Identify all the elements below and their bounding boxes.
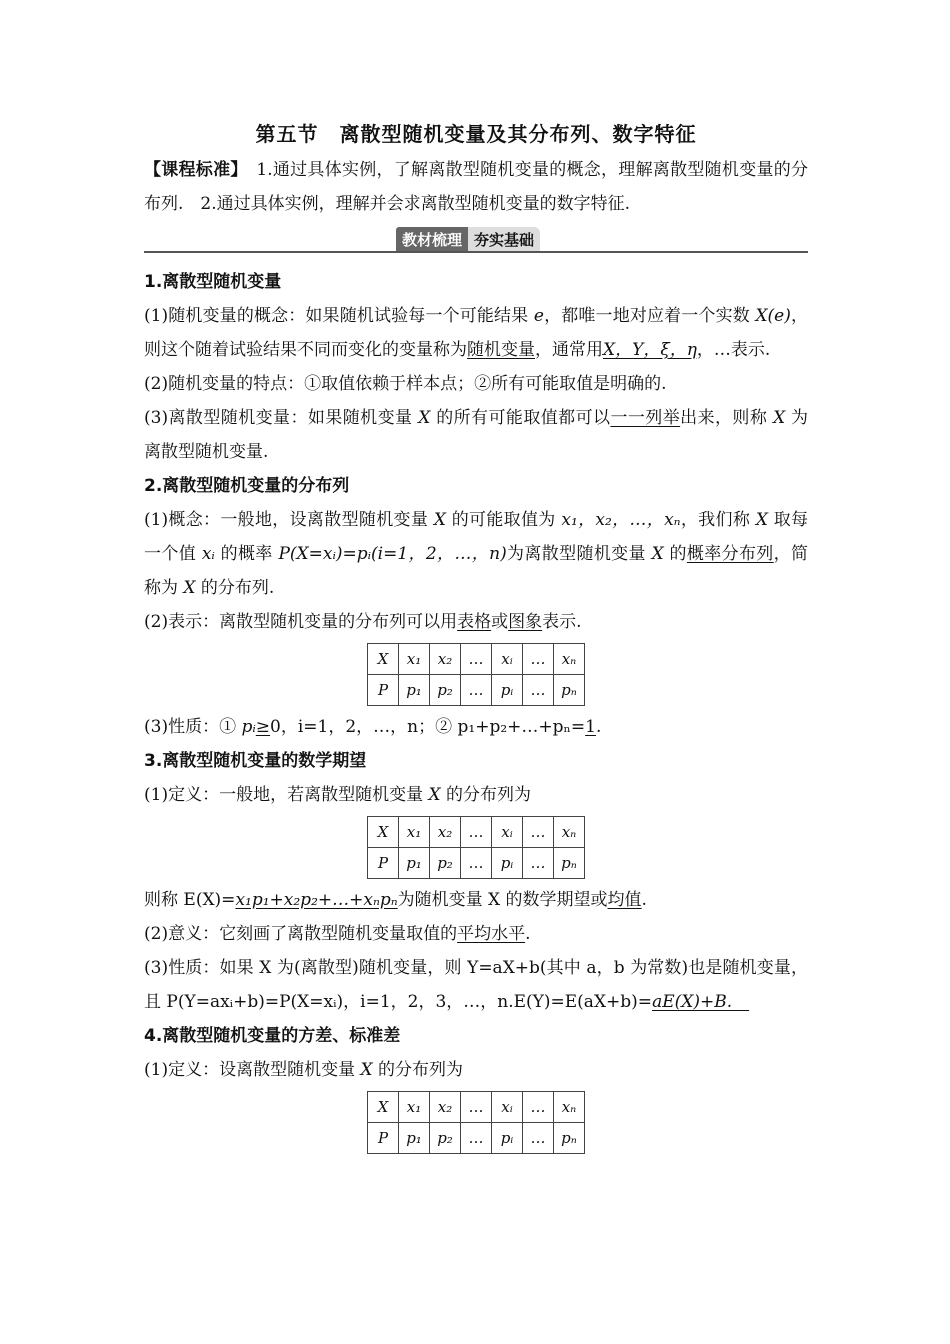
table-cell: P bbox=[368, 848, 399, 879]
s2-p1u: 概率分布列 bbox=[686, 544, 774, 564]
table-cell: X bbox=[368, 644, 399, 675]
table-cell: X bbox=[368, 1092, 399, 1123]
s4-p1a: (1)定义：设离散型随机变量 bbox=[144, 1060, 361, 1080]
s1-p3 bbox=[144, 401, 808, 469]
s3-p2 bbox=[144, 883, 808, 917]
s2-p1d: 取每一个值 bbox=[144, 510, 809, 564]
s2-p2c: 表示. bbox=[542, 612, 582, 632]
s3-p2a: 则称 E(X)= bbox=[144, 890, 236, 910]
s1-p1b: ，都唯一地对应着一个实数 bbox=[543, 306, 756, 326]
table-cell: xₙ bbox=[554, 644, 585, 675]
table-cell: … bbox=[523, 675, 554, 706]
s3-p1x: X bbox=[428, 785, 441, 805]
s3-p3b: . bbox=[525, 924, 531, 944]
table-cell: xᵢ bbox=[492, 817, 523, 848]
s2-p1formula: P(X=xᵢ)=pᵢ(i=1，2，…，n) bbox=[278, 544, 507, 564]
s2-p1vals: x₁，x₂，…，xₙ bbox=[561, 510, 681, 530]
table-cell: … bbox=[523, 1092, 554, 1123]
table-cell: p₂ bbox=[430, 848, 461, 879]
table-cell: … bbox=[461, 1092, 492, 1123]
table-cell: … bbox=[461, 675, 492, 706]
table-cell: xᵢ bbox=[492, 644, 523, 675]
s1-p1 bbox=[144, 299, 808, 367]
s3-p4a: (3)性质：如果 X 为(离散型)随机变量，则 Y=aX+b(其中 a，b 为常数)也是随机变量，且 P(Y=axᵢ+b)=P(X=xᵢ)，i=1，2，3，…，n.E(Y)=E(aX+b)= bbox=[144, 958, 808, 1012]
table-cell: … bbox=[461, 848, 492, 879]
distribution-table-1 bbox=[367, 643, 585, 706]
s3-heading: 3.离散型随机变量的数学期望 bbox=[144, 751, 367, 771]
table-cell: x₂ bbox=[430, 1092, 461, 1123]
s1-p2: (2)随机变量的特点：①取值依赖于样本点；②所有可能取值是明确的. bbox=[144, 374, 667, 394]
s2-p1e: 的概率 bbox=[214, 544, 279, 564]
s3-p4u: aE(X)+B. bbox=[652, 992, 750, 1012]
s3-p3u: 平均水平 bbox=[457, 924, 526, 944]
s2-p2u1: 表格 bbox=[457, 612, 492, 632]
s1-p1x: X(e) bbox=[755, 306, 791, 326]
s2-p1xi: xᵢ bbox=[201, 544, 215, 564]
s3-p2u2: 均值 bbox=[607, 890, 642, 910]
s1-p3u: 一一列举 bbox=[610, 408, 681, 428]
s3-p3 bbox=[144, 917, 808, 951]
table-cell: X bbox=[368, 817, 399, 848]
s2-p1x3: X bbox=[651, 544, 664, 564]
s3-p4 bbox=[144, 951, 808, 1019]
s2-p1x2: X bbox=[755, 510, 768, 530]
table-cell: … bbox=[461, 817, 492, 848]
s1-p3a: (3)离散型随机变量：如果随机变量 bbox=[144, 408, 419, 428]
table-cell: x₂ bbox=[430, 817, 461, 848]
s2-p2u2: 图象 bbox=[508, 612, 543, 632]
table-cell: pₙ bbox=[554, 848, 585, 879]
s2-p3c: 0，i=1，2，…，n；② p₁+p₂+…+pₙ= bbox=[270, 717, 586, 737]
s4-p1 bbox=[144, 1053, 808, 1087]
table-cell: … bbox=[523, 644, 554, 675]
table-cell: … bbox=[523, 817, 554, 848]
s1-p1u: 随机变量 bbox=[467, 340, 535, 360]
table-row bbox=[368, 675, 585, 706]
table-cell: P bbox=[368, 675, 399, 706]
s2-p1h: ，简称为 bbox=[144, 544, 809, 598]
s1-p1d: ，通常用 bbox=[535, 340, 603, 360]
s2-p1g: 的 bbox=[663, 544, 687, 564]
table-cell: pₙ bbox=[554, 675, 585, 706]
table-row bbox=[368, 1092, 585, 1123]
table-row bbox=[368, 817, 585, 848]
table-row bbox=[368, 644, 585, 675]
distribution-table-2 bbox=[367, 816, 585, 879]
table-cell: xₙ bbox=[554, 817, 585, 848]
s1-p3b: 的所有可能取值都可以 bbox=[430, 408, 611, 428]
s4-p1x: X bbox=[360, 1060, 373, 1080]
s3-p1b: 的分布列为 bbox=[440, 785, 531, 805]
course-standard bbox=[144, 153, 808, 221]
s2-p2b: 或 bbox=[491, 612, 509, 632]
document-page bbox=[144, 118, 808, 1158]
s2-p3a: (3)性质：① bbox=[144, 717, 242, 737]
distribution-table-3 bbox=[367, 1091, 585, 1154]
table-cell: … bbox=[461, 1123, 492, 1154]
table-cell: P bbox=[368, 1123, 399, 1154]
s2-p1f: 为离散型随机变量 bbox=[506, 544, 652, 564]
s1-p3c: 出来，则称 bbox=[680, 408, 774, 428]
table-row bbox=[368, 848, 585, 879]
standard-text: 1.通过具体实例，了解离散型随机变量的概念，理解离散型随机变量的分布列. 2.通过具体实例，理解并会求离散型随机变量的数字特征. bbox=[144, 160, 809, 214]
s2-p2 bbox=[144, 605, 808, 639]
s2-p1x4: X bbox=[183, 578, 196, 598]
section-banner bbox=[144, 225, 808, 259]
table-cell: pᵢ bbox=[492, 848, 523, 879]
table-cell: x₁ bbox=[399, 1092, 430, 1123]
s2-heading: 2.离散型随机变量的分布列 bbox=[144, 476, 350, 496]
s3-p3a: (2)意义：它刻画了离散型随机变量取值的 bbox=[144, 924, 458, 944]
table-cell: … bbox=[523, 1123, 554, 1154]
s3-p1a: (1)定义：一般地，若离散型随机变量 bbox=[144, 785, 429, 805]
s2-p3u2: 1 bbox=[585, 717, 596, 737]
table-cell: x₁ bbox=[399, 644, 430, 675]
table-cell: xₙ bbox=[554, 1092, 585, 1123]
table-cell: p₁ bbox=[399, 675, 430, 706]
table-cell: p₂ bbox=[430, 1123, 461, 1154]
s1-p1e: e bbox=[533, 306, 544, 326]
banner-tag bbox=[396, 227, 540, 251]
s3-p2c: . bbox=[641, 890, 647, 910]
s2-p3d: . bbox=[595, 717, 602, 737]
s2-p1a: (1)概念：一般地，设离散型随机变量 bbox=[144, 510, 434, 530]
s2-p3u1: ≥ bbox=[255, 717, 271, 737]
table-cell: pᵢ bbox=[492, 675, 523, 706]
s2-p1x: X bbox=[433, 510, 446, 530]
banner-right: 夯实基础 bbox=[468, 227, 540, 251]
page-title: 第五节 离散型随机变量及其分布列、数字特征 bbox=[255, 122, 697, 146]
s1-p1f: ，…表示. bbox=[696, 340, 771, 360]
s1-heading: 1.离散型随机变量 bbox=[144, 272, 282, 292]
banner-left: 教材梳理 bbox=[396, 227, 468, 251]
s1-p1u2: X，Y，ξ，η bbox=[603, 340, 697, 360]
s1-p3x: X bbox=[418, 408, 431, 428]
s4-heading: 4.离散型随机变量的方差、标准差 bbox=[144, 1026, 401, 1046]
table-cell: x₂ bbox=[430, 644, 461, 675]
s1-p3x2: X bbox=[773, 408, 786, 428]
s1-p3d: 为离散型随机变量. bbox=[144, 408, 809, 462]
s3-p2b: 为随机变量 X 的数学期望或 bbox=[397, 890, 608, 910]
table-cell: pᵢ bbox=[492, 1123, 523, 1154]
table-cell: x₁ bbox=[399, 817, 430, 848]
s3-p1 bbox=[144, 778, 808, 812]
s2-p3 bbox=[144, 710, 808, 744]
table-cell: p₁ bbox=[399, 848, 430, 879]
table-cell: p₂ bbox=[430, 675, 461, 706]
standard-label: 【课程标准】 bbox=[144, 160, 240, 180]
s1-p1c: ，则这个随着试验结果不同而变化的变量称为 bbox=[144, 306, 809, 360]
table-cell: pₙ bbox=[554, 1123, 585, 1154]
s2-p1b: 的可能取值为 bbox=[446, 510, 562, 530]
s2-p3b: pᵢ bbox=[241, 717, 256, 737]
table-cell: p₁ bbox=[399, 1123, 430, 1154]
table-row bbox=[368, 1123, 585, 1154]
banner-rule bbox=[144, 251, 808, 253]
table-cell: … bbox=[461, 644, 492, 675]
s3-p2u: x₁p₁+x₂p₂+…+xₙpₙ bbox=[235, 890, 398, 910]
s2-p1i: 的分布列. bbox=[195, 578, 275, 598]
table-cell: xᵢ bbox=[492, 1092, 523, 1123]
s4-p1b: 的分布列为 bbox=[372, 1060, 463, 1080]
s2-p2a: (2)表示：离散型随机变量的分布列可以用 bbox=[144, 612, 458, 632]
s1-p1a: (1)随机变量的概念：如果随机试验每一个可能结果 bbox=[144, 306, 534, 326]
s2-p1 bbox=[144, 503, 808, 605]
s2-p1c: ，我们称 bbox=[680, 510, 756, 530]
table-cell: … bbox=[523, 848, 554, 879]
